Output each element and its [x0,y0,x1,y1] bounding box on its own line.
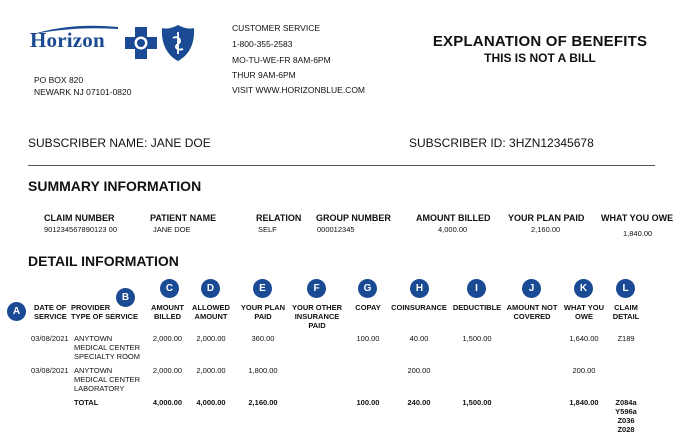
customer-service-label: CUSTOMER SERVICE [232,23,321,33]
marker-i: I [467,279,486,298]
row-1-coinsurance: 40.00 [409,334,429,343]
document-subtitle: THIS IS NOT A BILL [484,51,596,65]
row-1-provider: ANYTOWN MEDICAL CENTER SPECIALTY ROOM [74,334,140,361]
customer-service-hours-weekdays: MO-TU-WE-FR 8AM-6PM [232,55,331,65]
detail-header-allowed-amount: ALLOWED AMOUNT [192,303,230,321]
blue-cross-icon [124,26,158,60]
detail-header-copay: COPAY [355,303,381,312]
summary-header-amount-billed: AMOUNT BILLED [416,213,491,223]
divider [28,165,655,166]
detail-header-coinsurance: COINSURANCE [391,303,447,312]
total-copay: 100.00 [356,398,380,407]
blue-shield-icon [161,24,195,62]
total-deductible: 1,500.00 [462,398,492,407]
marker-c: C [160,279,179,298]
row-2-plan-paid: 1,800.00 [248,366,278,375]
mailing-address-line-1: PO BOX 820 [34,75,84,85]
row-2-allowed: 2,000.00 [196,366,226,375]
summary-header-relation: RELATION [256,213,302,223]
summary-claim-number: 901234567890123 00 [44,225,117,234]
row-1-plan-paid: 360.00 [251,334,275,343]
customer-service-hours-thursday: THUR 9AM-6PM [232,70,296,80]
row-1-claim-detail: Z189 [617,334,635,343]
summary-header-patient-name: PATIENT NAME [150,213,217,223]
customer-service-phone: 1-800-355-2583 [232,39,293,49]
marker-k: K [574,279,593,298]
total-plan-paid: 2,160.00 [248,398,278,407]
detail-header-provider: PROVIDER TYPE OF SERVICE [71,303,138,321]
total-label: TOTAL [74,398,99,407]
summary-header-claim-number: CLAIM NUMBER [44,213,115,223]
summary-relation: SELF [258,225,277,234]
marker-j: J [522,279,541,298]
summary-patient-name: JANE DOE [153,225,191,234]
customer-service-website[interactable]: VISIT WWW.HORIZONBLUE.COM [232,85,366,95]
row-1-date: 03/08/2021 [31,334,69,343]
summary-header-group-number: GROUP NUMBER [316,213,391,223]
detail-header-date-of-service: DATE OF SERVICE [34,303,67,321]
total-amount-billed: 4,000.00 [152,398,183,407]
detail-section-title: DETAIL INFORMATION [28,253,179,269]
summary-plan-paid: 2,160.00 [531,225,561,234]
row-2-what-you-owe: 200.00 [572,366,596,375]
detail-header-claim-detail: CLAIM DETAIL [612,303,640,321]
summary-header-plan-paid: YOUR PLAN PAID [508,213,585,223]
row-1-what-you-owe: 1,640.00 [569,334,599,343]
marker-a: A [7,302,26,321]
detail-header-other-insurance-paid: YOUR OTHER INSURANCE PAID [291,303,342,330]
detail-header-amount-not-covered: AMOUNT NOT COVERED [506,303,558,321]
total-claim-detail-codes: Z084a Y596a Z036 Z028 [615,398,637,434]
marker-b: B [116,288,135,307]
total-coinsurance: 240.00 [407,398,431,407]
summary-group-number: 000012345 [317,225,355,234]
marker-d: D [201,279,220,298]
row-2-amount-billed: 2,000.00 [152,366,183,375]
subscriber-name: SUBSCRIBER NAME: JANE DOE [28,136,211,150]
subscriber-id: SUBSCRIBER ID: 3HZN12345678 [409,136,594,150]
marker-g: G [358,279,377,298]
summary-header-what-you-owe: WHAT YOU OWE [601,213,674,223]
document-title: EXPLANATION OF BENEFITS [432,33,648,50]
row-1-amount-billed: 2,000.00 [152,334,183,343]
row-1-allowed: 2,000.00 [196,334,226,343]
detail-header-plan-paid: YOUR PLAN PAID [240,303,286,321]
detail-header-deductible: DEDUCTIBLE [452,303,502,312]
mailing-address-line-2: NEWARK NJ 07101-0820 [34,87,132,97]
summary-section-title: SUMMARY INFORMATION [28,178,202,194]
row-1-copay: 100.00 [356,334,380,343]
row-2-provider: ANYTOWN MEDICAL CENTER LABORATORY [74,366,140,393]
total-allowed: 4,000.00 [196,398,226,407]
detail-header-what-you-owe: WHAT YOU OWE [563,303,605,321]
total-what-you-owe: 1,840.00 [569,398,599,407]
summary-what-you-owe: 1,840.00 [623,229,653,238]
row-2-coinsurance: 200.00 [407,366,431,375]
detail-header-amount-billed: AMOUNT BILLED [151,303,184,321]
row-1-deductible: 1,500.00 [462,334,492,343]
row-2-date: 03/08/2021 [31,366,69,375]
marker-e: E [253,279,272,298]
marker-h: H [410,279,429,298]
horizon-logo-text: Horizon [30,28,105,52]
marker-f: F [307,279,326,298]
summary-amount-billed: 4,000.00 [438,225,468,234]
marker-l: L [616,279,635,298]
